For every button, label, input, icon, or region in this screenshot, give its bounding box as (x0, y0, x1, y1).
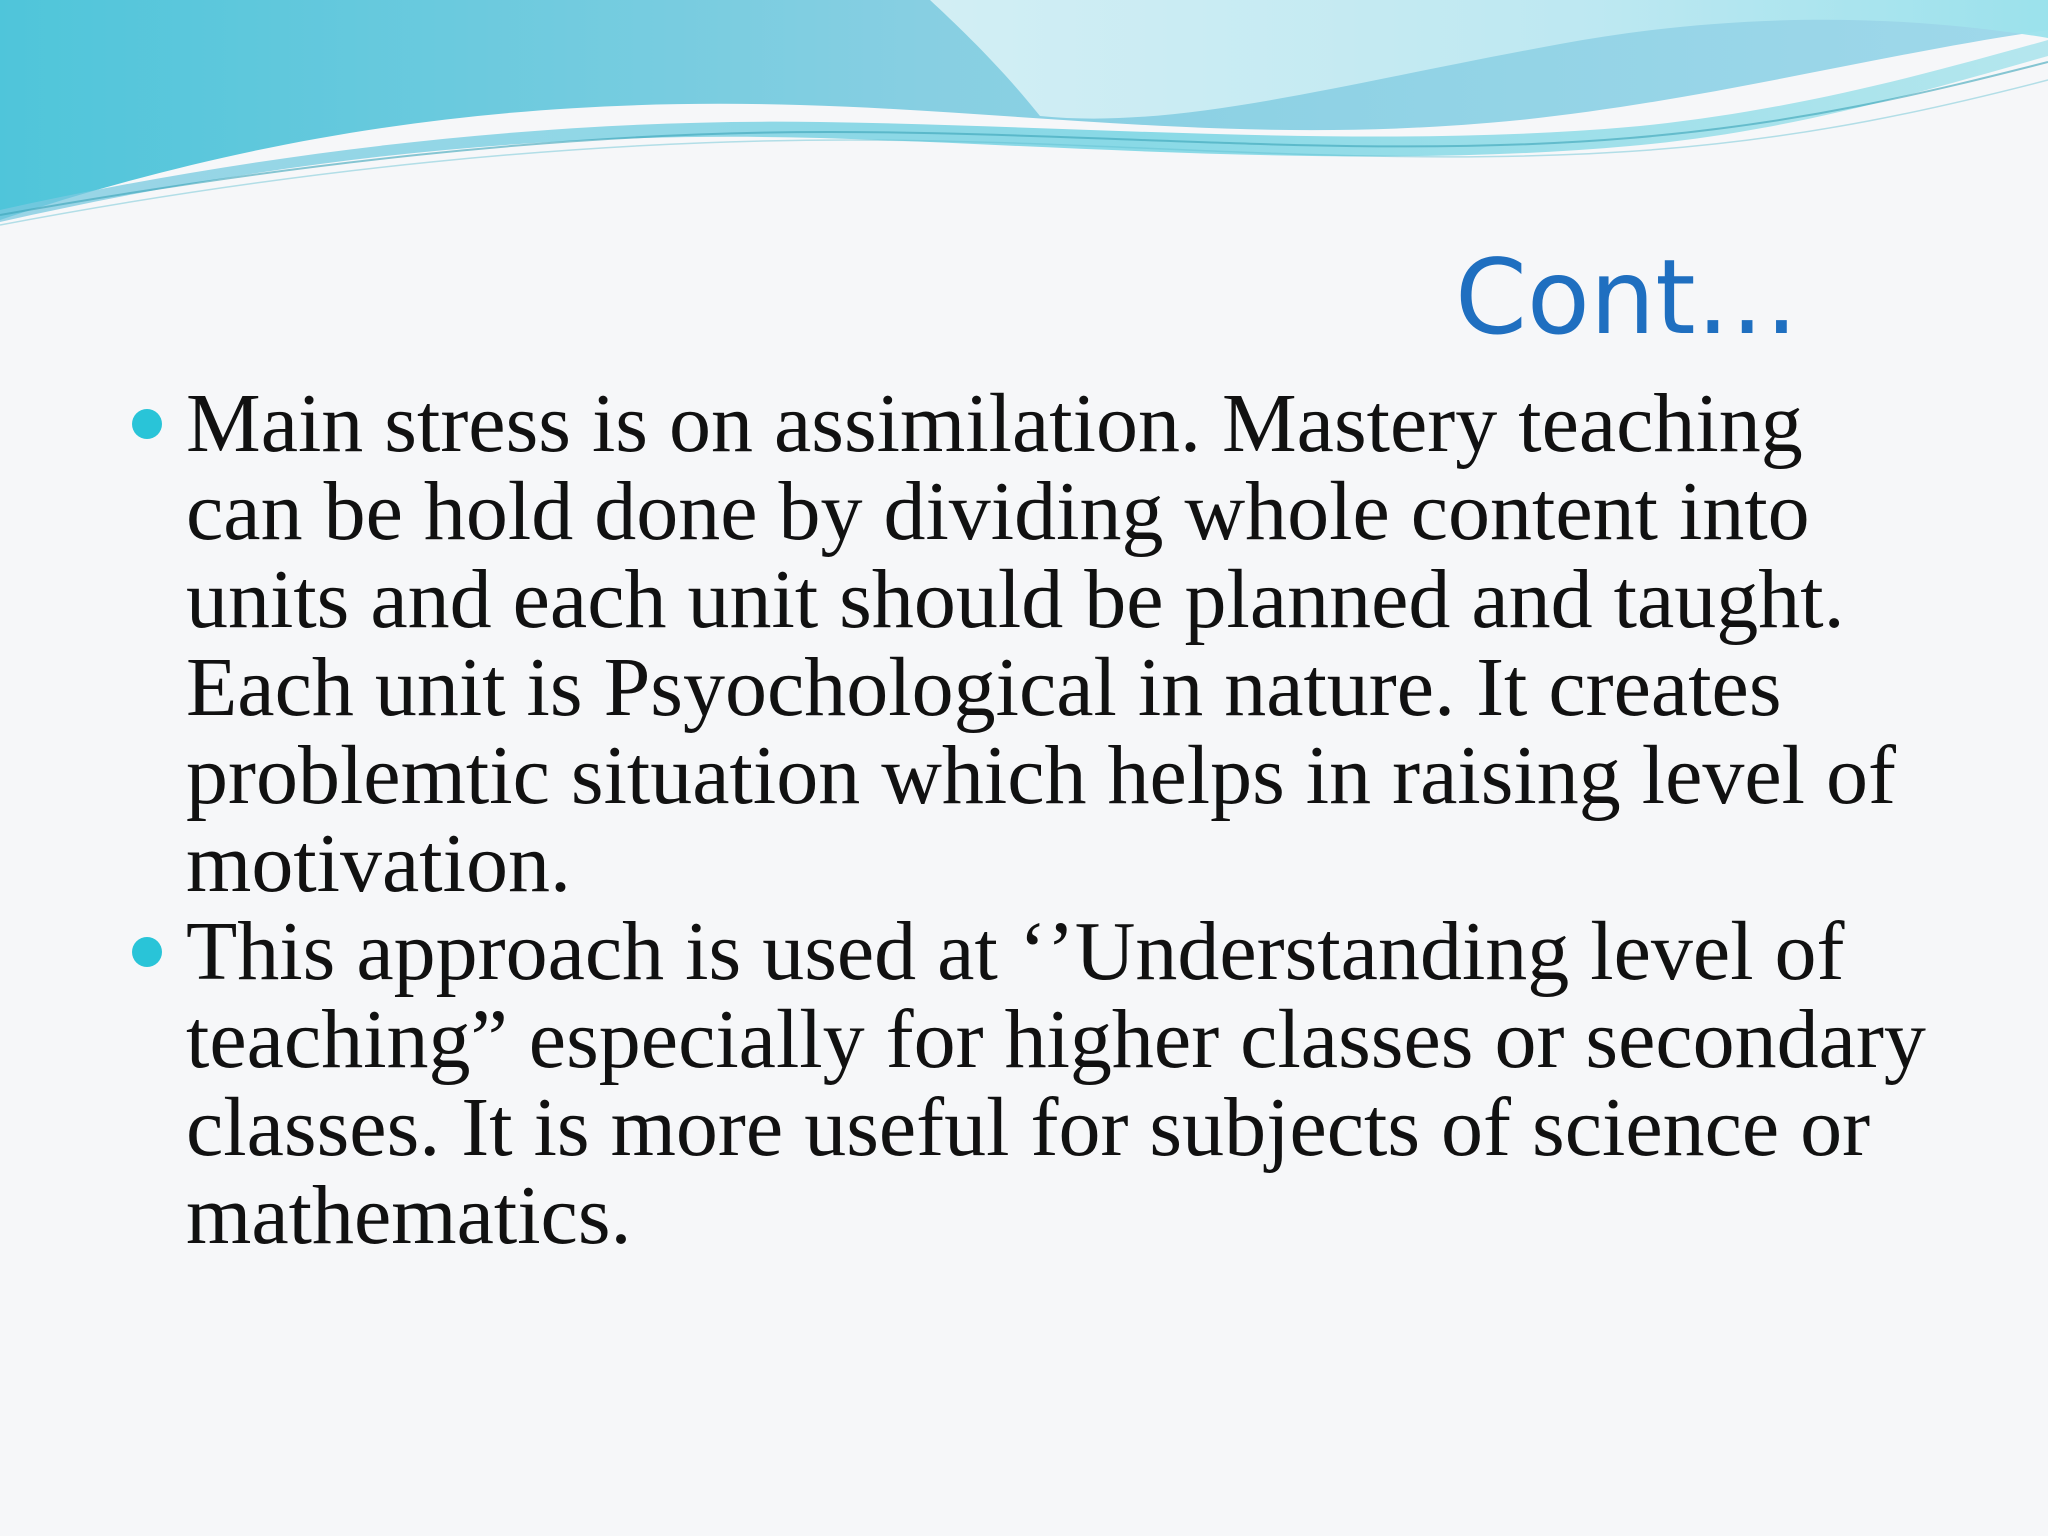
slide-title: Cont… (1455, 238, 1799, 358)
bullet-marker-icon (132, 937, 162, 967)
bullet-item-2 (130, 905, 1930, 1262)
wave-header-decoration (0, 0, 2048, 240)
bullet-text-2: This approach is used at ‘’Understanding level of teaching” especially for higher classes or secondary classes. It is more useful for subjects of science or mathematics. (186, 905, 1926, 1262)
bullet-text-1: Main stress is on assimilation. Mastery teaching can be hold done by dividing whole content into units and each unit should be planned and taught. Each unit is Psyochological in nature. It creates problemtic situation which helps in raising level of motivation. (186, 377, 1896, 910)
bullet-list (130, 377, 1930, 1262)
bullet-marker-icon (132, 409, 162, 439)
bullet-item-1 (130, 377, 1930, 910)
